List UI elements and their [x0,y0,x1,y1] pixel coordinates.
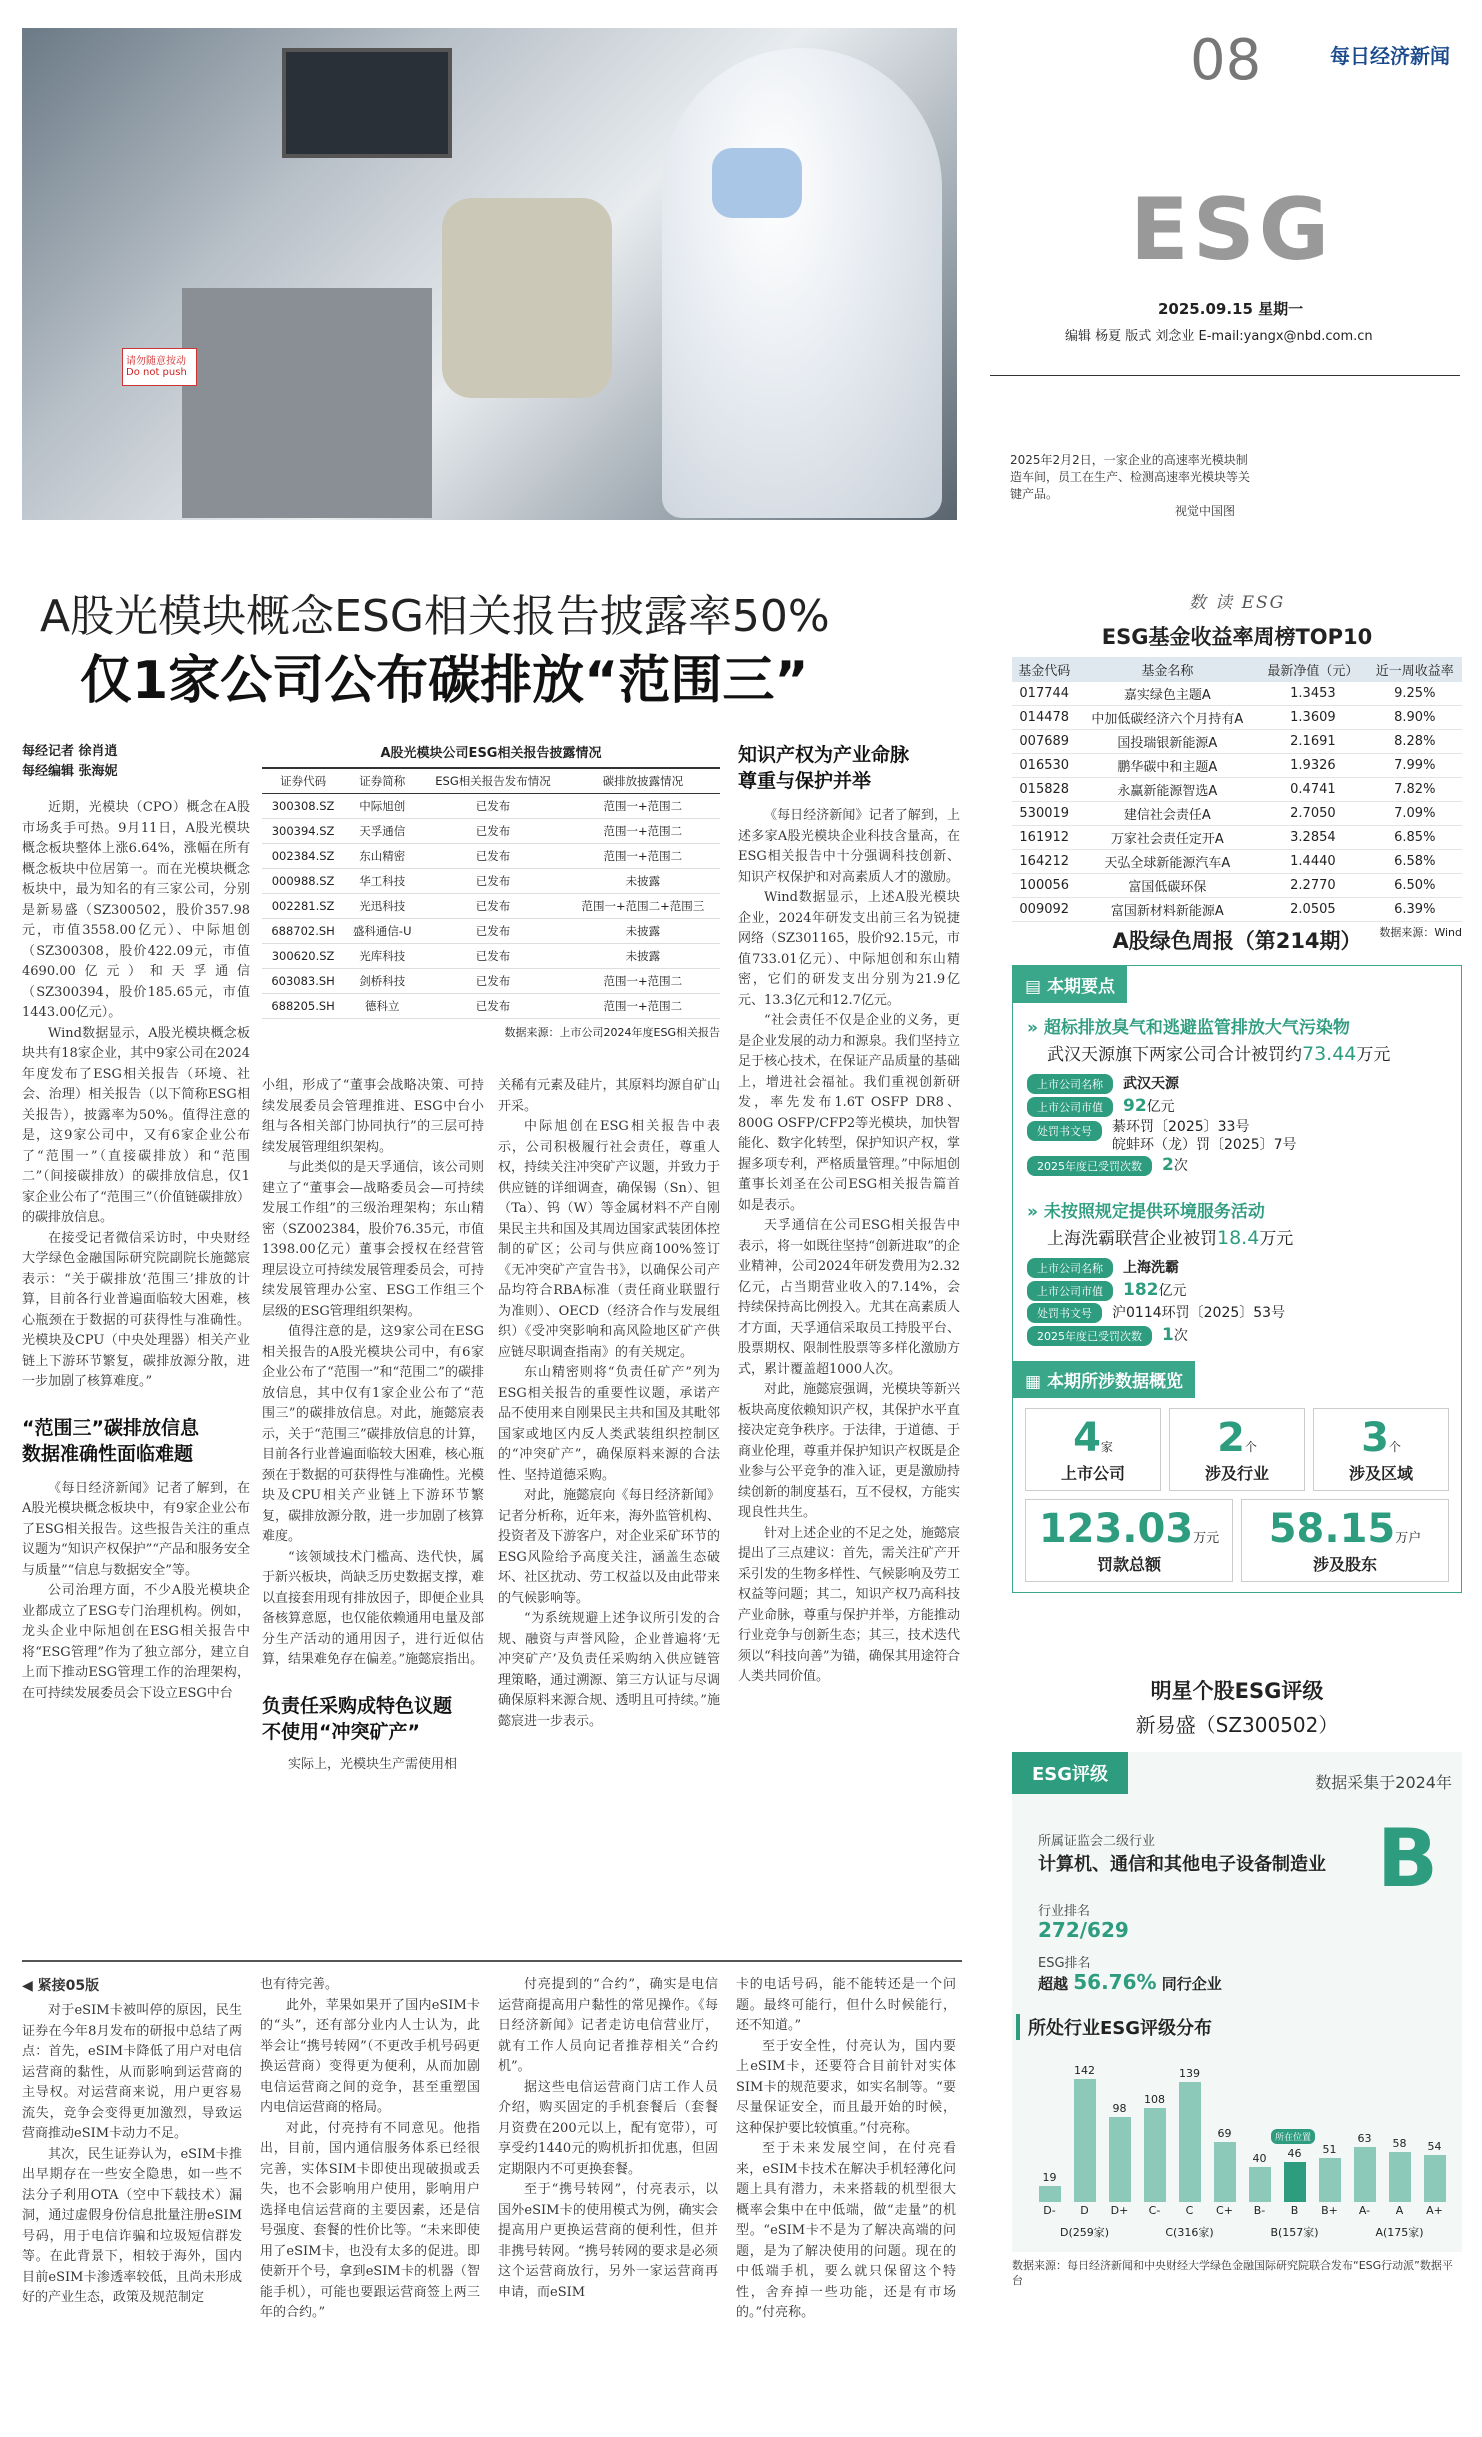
table-cell: 已发布 [420,944,565,969]
paragraph: Wind数据显示，A股光模块概念板块共有18家企业，其中9家公司在2024年度发布了ESG相关报告（环境、社会、治理）相关报告（以下简称ESG相关报告），披露率为50%。值得注意的是，这9家公司中，又有6家企业公布了“范围一”（直接碳排放）和“范围二”（间接碳排放）的碳排放信息，仅1家企业公布了“范围三”（价值链碳排放）的碳排放信息。 [22,1025,250,1225]
category-tick-label: C+ [1216,2204,1233,2217]
dist-title: 所处行业ESG评级分布 [1016,2014,1212,2040]
paragraph: 关稀有元素及硅片，其原料均源自矿山开采。 [498,1078,720,1114]
category-tick-label: A- [1358,2204,1371,2217]
category-tick-label: C [1185,2204,1194,2217]
fund-cell: 永赢新能源智选A [1076,778,1258,802]
fund-row [1012,778,1462,802]
table-cell: 000988.SZ [262,869,344,894]
fund-header: 基金名称 [1076,657,1258,682]
bar-value-label: 139 [1179,2066,1200,2080]
overview-tag: ▦ 本期所涉数据概览 [1013,1361,1195,1398]
paragraph: 《每日经济新闻》记者了解到，在A股光模块概念板块中，有9家企业公布了ESG相关报告。这些报告关注的重点议题为“知识产权保护”“产品和服务安全与质量”“信息与数据安全”等。 [22,1480,250,1578]
subheading: “范围三”碳排放信息 数据准确性面临难题 [22,1416,199,1465]
category-tick-label: D [1080,2204,1089,2217]
table-source: 数据来源：上市公司2024年度ESG相关报告 [504,1026,720,1039]
bar-D [1074,2079,1096,2202]
fund-cell: 0.4741 [1258,778,1367,802]
stats-grid [1013,1398,1461,1491]
table-cell: 范围一+范围二 [566,844,720,869]
table-row [262,794,720,819]
paragraph: 值得注意的是，这9家公司在ESG相关报告的A股光模块公司中，有6家企业公布了“范围一”和“范围二”的碳排放信息，其中仅有1家企业公布了“范围三”的碳排放信息。对此，施懿宸表示，关于“范围三”碳排放信息的计算，目前各行业普遍面临较大困难，核心瓶颈在于数据的可获得性与准确性。光模块及CPU相关产业链上下游环节繁复，碳排放源分散，进一步加剧了核算难度。 [262,1324,484,1544]
paragraph: 其次，民生证券认为，eSIM卡推出早期存在一些安全隐患，如一些不法分子利用OTA（空中下载技术）漏洞，通过虚假身份信息批量注册eSIM号码，用于电信诈骗和垃圾短信群发等。在此背景下，相较于海外，国内目前eSIM卡渗透率较低，且尚未形成好的产业生态，政策及规范制定 [22,2146,242,2305]
fund-cell: 7.82% [1368,778,1462,802]
caption-text: 2025年2月2日，一家企业的高速率光模块制造车间，员工在生产、检测高速率光模块等关键产品。 [1010,453,1251,501]
bar-value-label: 58 [1392,2136,1407,2150]
table-cell: 盛科通信-U [344,919,420,944]
headline-line1: A股光模块概念ESG相关报告披露率50% [40,591,830,642]
category-tick-label: B [1290,2204,1299,2217]
fund-row [1012,898,1462,922]
star-stock [1012,1675,1462,2288]
column-2 [262,1076,484,1775]
fund-cell: 富国低碳环保 [1076,874,1258,898]
editors-line: 编辑 杨夏 版式 刘念业 E-mail:yangx@nbd.com.cn [1065,329,1373,344]
table-cell: 已发布 [420,844,565,869]
monitor-shape [282,48,452,158]
group-label: C(316家) [1165,2226,1214,2239]
bar-value-label: 54 [1427,2140,1442,2154]
table-header: 证券代码 [262,768,344,794]
table-cell: 已发布 [420,794,565,819]
fund-row [1012,682,1462,706]
category-tick-label: A [1395,2204,1404,2217]
paragraph: “社会责任不仅是企业的义务，更是企业发展的动力和源泉。我们坚持立足于核心技术，在保证产品质量的基础上，增进社会福祉。我们重视创新研发，率先发布1.6T OSFP DR8、800G OSFP/CFP2等光模块，加快智能化、数字化转型，保护知识产权，掌握多项专利，严格质量管理。”中际旭创董事长刘圣在公司ESG相关报告篇首如是表示。 [738,1013,960,1213]
bar-value-label: 69 [1217,2127,1232,2141]
paragraph: 《每日经济新闻》记者了解到，上述多家A股光模块企业科技含量高，在ESG相关报告中十分强调科技创新、知识产权保护和对高素质人才的激励。 [738,808,960,885]
table-cell: 华工科技 [344,869,420,894]
fund-row [1012,826,1462,850]
page-number: 08 [1190,28,1262,93]
paragraph: 对此，付亮持有不同意见。他指出，目前，国内通信服务体系已经很完善，实体SIM卡即使出现破损或丢失，也不会影响用户使用，影响用户选择电信运营商的主要因素，还是信号强度、套餐的性价比等。“未来即使用了eSIM卡，也没有太多的促进。即使新开个号，拿到eSIM卡的机器（智能手机），可能也要跟运营商签上两三年的合约。” [260,2120,480,2320]
penalty-sub: 武汉天源旗下两家公司合计被罚约73.44万元 [1047,1043,1391,1065]
fund-cell: 2.0505 [1258,898,1367,922]
bar-value-label: 98 [1112,2102,1127,2116]
table-cell: 光库科技 [344,944,420,969]
fund-cell: 1.4440 [1258,850,1367,874]
table-header: ESG相关报告发布情况 [420,768,565,794]
penalty-item: » 超标排放臭气和逃避监管排放大气污染物 武汉天源旗下两家公司合计被罚约73.44万元 上市公司名称 武汉天源 上市公司市值 92亿元 处罚书文号 綦环罚〔2025〕33号 皖蚌环（龙）罚〔2025〕7号 2025年度已受罚次数 2次 [1013,1003,1461,1187]
jump-label[interactable]: ◀ 紧接05版 [22,1978,100,1994]
fund-cell: 1.3453 [1258,682,1367,706]
fund-row [1012,706,1462,730]
fund-cell: 8.90% [1368,706,1462,730]
bar-B [1284,2162,1306,2202]
column-3 [498,1076,720,1732]
bar-value-label: 63 [1357,2132,1372,2146]
table-title: A股光模块公司ESG相关报告披露情况 [380,746,602,761]
table-cell: 已发布 [420,919,565,944]
table-cell: 300394.SZ [262,819,344,844]
masthead-rule [990,375,1460,376]
bottom-article [22,1975,962,2324]
table-cell: 光迅科技 [344,894,420,919]
issue-date: 2025.09.15 星期一 [1158,300,1304,318]
paragraph: 与此类似的是天孚通信，该公司则建立了“董事会—战略委员会—可持续发展工作组”的三级治理架构；东山精密（SZ002384，股价76.35元，市值1398.00亿元）董事会授权在经营管理层设立可持续发展管理委员会，可持续发展管理办公室、ESG工作组三个层级的ESG管理组织架构。 [262,1160,484,1319]
group-label: D(259家) [1059,2226,1110,2239]
paragraph: 卡的电话号码，能不能转还是一个问题。最终可能行，但什么时候能行，还不知道。” [736,1977,956,2033]
table-header: 碳排放披露情况 [566,768,720,794]
current-position-tag: 所在位置 [1271,2129,1315,2144]
category-tick-label: D+ [1110,2204,1129,2217]
table-row [262,819,720,844]
category-tick-label: C- [1148,2204,1161,2217]
penalty-sub: 上海洗霸联营企业被罚18.4万元 [1047,1227,1294,1249]
column-4 [738,742,960,1688]
paragraph: 针对上述企业的不足之处，施懿宸提出了三点建议：首先，需关注矿产开采引发的生物多样性、气候影响及劳工权益等问题；其二，知识产权乃高科技产业命脉，尊重与保护并举，方能推动行业竞争与创新生态；其三，技术迭代须以“科技向善”为锚，确保其用途符合人类共同价值。 [738,1525,960,1684]
table-cell: 未披露 [566,944,720,969]
bar-D+ [1109,2117,1131,2202]
table-cell: 300620.SZ [262,944,344,969]
paragraph: Wind数据显示，上述A股光模块企业，2024年研发支出前三名为锐捷网络（SZ301165，股价92.15元，市值733.01亿元）、中际旭创和东山精密，它们的研发支出分别为21.9亿元、13.3亿元和12.7亿元。 [738,890,960,1008]
table-cell: 已发布 [420,969,565,994]
fund-cell: 1.9326 [1258,754,1367,778]
bar-B+ [1319,2158,1341,2202]
paragraph: “为系统规避上述争议所引发的合规、融资与声誉风险，企业普遍将‘无冲突矿产’及负责任采购纳入供应链管理策略，通过溯源、第三方认证与尽调确保原料来源合规、透明且可持续。”施懿宸进一步表示。 [498,1611,720,1729]
table-cell: 德科立 [344,994,420,1019]
equipment-shape [182,288,432,518]
fund-cell: 8.28% [1368,730,1462,754]
star-title: 明星个股ESG评级 [1150,1679,1324,1703]
table-cell: 603083.SH [262,969,344,994]
table-cell: 未披露 [566,919,720,944]
worker-figure [662,48,942,518]
paragraph: 付亮提到的“合约”，确实是电信运营商提高用户黏性的常见操作。《每日经济新闻》记者走访电信营业厅，就有工作人员向记者推荐相关“合约机”。 [498,1977,718,2074]
table-header: 证券简称 [344,768,420,794]
paragraph: 此外，苹果如果开了国内eSIM卡的“头”，还有部分业内人士认为，此举会让“携号转网”（不更改手机号码更换运营商）变得更为便利，从而加剧电信运营商之间的竞争，甚至重塑国内电信运营商的格局。 [260,1997,480,2115]
fund-cell: 017744 [1012,682,1076,706]
table-cell: 已发布 [420,869,565,894]
fund-cell: 中加低碳经济六个月持有A [1076,706,1258,730]
paragraph: 也有待完善。 [260,1977,339,1992]
stat-card: 3个 涉及区域 [1313,1408,1449,1491]
table-cell: 002384.SZ [262,844,344,869]
bar-D- [1039,2186,1061,2202]
headline-line2: 仅1家公司公布碳排放“范围三” [80,651,809,711]
penalty-headline: » 超标排放臭气和逃避监管排放大气污染物 [1027,1018,1350,1038]
byline [22,742,250,782]
fund-cell: 3.2854 [1258,826,1367,850]
bar-value-label: 108 [1144,2093,1165,2107]
industry-label: 所属证监会二级行业 [1038,1834,1156,1849]
paragraph: 小组，形成了“董事会战略决策、可持续发展委员会管理推进、ESG中台小组与各相关部门协同执行”的三层可持续发展管理组织架构。 [262,1078,484,1155]
fund-cell: 7.09% [1368,802,1462,826]
fund-cell: 2.2770 [1258,874,1367,898]
star-company: 新易盛（SZ300502） [1135,1713,1339,1737]
fund-cell: 014478 [1012,706,1076,730]
fund-header: 最新净值（元） [1258,657,1367,682]
fund-cell: 1.3609 [1258,706,1367,730]
stat-card: 123.03万元 罚款总额 [1025,1499,1233,1582]
esg-rank: 超越 56.76% 同行企业 [1038,1970,1222,1994]
fund-source: 数据来源：Wind [1379,926,1462,939]
fund-cell: 万家社会责任定开A [1076,826,1258,850]
fund-title: ESG基金收益率周榜TOP10 [1101,625,1373,649]
bar-value-label: 46 [1287,2147,1302,2161]
fund-row [1012,850,1462,874]
table-cell: 688205.SH [262,994,344,1019]
fund-cell: 国投瑞银新能源A [1076,730,1258,754]
news-photo [22,28,957,520]
green-weekly [1012,925,1462,1593]
fund-cell: 9.25% [1368,682,1462,706]
fund-cell: 2.7050 [1258,802,1367,826]
penalty-headline: » 未按照规定提供环境服务活动 [1027,1202,1265,1222]
bar-B- [1249,2167,1271,2202]
photo-caption [1010,452,1255,520]
penalty-item: » 未按照规定提供环境服务活动 上海洗霸联营企业被罚18.4万元 上市公司名称 上海洗霸 上市公司市值 182亿元 处罚书文号 沪0114环罚〔2025〕53号 2025年度已受罚次数 1次 [1013,1187,1461,1357]
bar-A+ [1424,2155,1446,2202]
table-cell: 范围一+范围二 [566,794,720,819]
fund-row [1012,754,1462,778]
fund-cell: 164212 [1012,850,1076,874]
digest-label: 数 读 ESG [1188,593,1286,613]
bar-C [1179,2082,1201,2202]
list-icon: ▤ [1025,977,1047,997]
paragraph: 东山精密则将“负责任矿产”列为ESG相关报告的重要性议题，承诺产品不使用来自刚果民主共和国及其毗邻国家或地区内反人类武装组织控制区的“冲突矿产”，确保原料来源的合法性、坚持道德采购。 [498,1365,720,1483]
fund-cell: 天弘全球新能源汽车A [1076,850,1258,874]
paper-name: 每日经济新闻 [1330,44,1450,68]
table-row [262,944,720,969]
fund-row [1012,874,1462,898]
table-cell: 范围一+范围二 [566,994,720,1019]
bar-C+ [1214,2142,1236,2202]
fund-cell: 009092 [1012,898,1076,922]
paragraph: 至于未来发展空间，在付亮看来，eSIM卡技术在解决手机轻薄化问题上具有潜力，未来搭载的机型很大概率会集中在中低端，做“走量”的机型。“eSIM卡不是为了解决高端的问题，是为了解决使用的问题。现在的中低端手机，要么就只保留这个特性，舍弃掉一些功能，还是有市场的。”付亮称。 [736,2141,956,2320]
table-cell: 范围一+范围二 [566,969,720,994]
category-tick-label: B+ [1321,2204,1338,2217]
warning-sign: 请勿随意按动 Do not push [122,348,197,386]
table-row [262,894,720,919]
paragraph: 在接受记者微信采访时，中央财经大学绿色金融国际研究院副院长施懿宸表示：“关于碳排放‘范围三’排放的计算，目前各行业普遍面临较大困难，核心瓶颈在于数据的可获得性与准确性。光模块及CPU（中央处理器）相关产业链上下游环节繁复，碳排放源分散，进一步加剧了核算难度。” [22,1230,250,1389]
stat-card: 2个 涉及行业 [1169,1408,1305,1491]
fund-cell: 富国新材料新能源A [1076,898,1258,922]
fund-cell: 6.39% [1368,898,1462,922]
worker-mask [712,148,802,218]
bar-value-label: 51 [1322,2142,1337,2156]
stats-grid-2 [1013,1491,1461,1582]
fund-cell: 建信社会责任A [1076,802,1258,826]
star-source: 数据来源：每日经济新闻和中央财经大学绿色金融国际研究院联合发布“ESG行动派”数据平台 [1012,2259,1453,2287]
fund-header: 近一周收益率 [1368,657,1462,682]
fund-cell: 100056 [1012,874,1076,898]
table-cell: 剑桥科技 [344,969,420,994]
table-row [262,869,720,894]
reporter: 每经记者 徐肖逍 [22,744,118,759]
bar-value-label: 142 [1074,2063,1095,2077]
subheading: 知识产权为产业命脉 尊重与保护并举 [738,744,910,792]
table-cell: 范围一+范围二+范围三 [566,894,720,919]
esg-rating-tag: ESG评级 [1012,1752,1128,1794]
paragraph: 对此，施懿宸强调，光模块等新兴板块高度依赖知识产权，其保护水平直接决定竞争秩序。于法律，于道德、于商业伦理，尊重并保护知识产权既是企业参与公平竞争的准入证，更是激励持续创新的制度基石，互不侵权，方能实现良性共生。 [738,1382,960,1520]
category-tick-label: A+ [1426,2204,1443,2217]
bar-C- [1144,2108,1166,2202]
weekly-title: A股绿色周报（第214期） [1112,929,1362,953]
bar-value-label: 40 [1252,2152,1267,2166]
rank-label: 行业排名 [1038,1904,1091,1919]
paragraph: 对此，施懿宸向《每日经济新闻》记者分析称，近年来，海外监管机构、投资者及下游客户，对企业采矿环节的ESG风险给予高度关注，涵盖生态破坏、社区扰动、劳工权益以及由此带来的气候影响等。 [498,1488,720,1606]
key-points-tag: ▤ 本期要点 [1013,966,1127,1003]
grid-icon: ▦ [1025,1372,1047,1392]
fund-cell: 6.85% [1368,826,1462,850]
industry-name: 计算机、通信和其他电子设备制造业 [1038,1854,1326,1875]
group-label: B(157家) [1270,2226,1319,2239]
fund-cell: 鹏华碳中和主题A [1076,754,1258,778]
table-row [262,919,720,944]
group-label: A(175家) [1375,2226,1424,2239]
table-cell: 002281.SZ [262,894,344,919]
category-tick-label: D- [1043,2204,1056,2217]
fund-cell: 530019 [1012,802,1076,826]
fund-row [1012,730,1462,754]
section-title: ESG [1130,180,1334,280]
fund-ranking [1012,588,1462,940]
fund-cell: 015828 [1012,778,1076,802]
fund-cell: 7.99% [1368,754,1462,778]
paragraph: 中际旭创在ESG相关报告中表示，公司积极履行社会责任，尊重人权，持续关注冲突矿产议题，并致力于供应链的详细调查，确保锡（Sn）、钽（Ta）、钨（W）等金属材料不产自刚果民主共和国及其周边国家武装团体控制的矿区；公司与供应商100%签订《无冲突矿产宣告书》，以确保公司产品均符合RBA标准（责任商业联盟行为准则）、OECD（经济合作与发展组织）《受冲突影响和高风险地区矿产供应链尽职调查指南》的有关规定。 [498,1119,720,1360]
collected-note: 数据采集于2024年 [1315,1773,1452,1792]
industry-rank: 272/629 [1038,1918,1129,1942]
disclosure-table [262,742,720,1040]
table-cell: 300308.SZ [262,794,344,819]
table-row [262,844,720,869]
stat-card: 58.15万户 涉及股东 [1241,1499,1449,1582]
paragraph: 天孚通信在公司ESG相关报告中表示，将一如既往坚持“创新进取”的企业精神，公司2024年研发费用为2.32亿元，占当期营业收入的7.14%，会持续保持高比例投入。尤其在高素质人才方面，天孚通信采取员工持股平台、股票期权、限制性股票等多样化激励方式，累计覆盖超1000人次。 [738,1218,960,1377]
table-cell: 中际旭创 [344,794,420,819]
paragraph: 至于“携号转网”，付亮表示，以国外eSIM卡的使用模式为例，确实会提高用户更换运营商的便利性，但并非携号转网。“携号转网的要求是必须这个运营商放行，另外一家运营商再申请，而eSIM [498,2182,718,2300]
fund-cell: 6.58% [1368,850,1462,874]
fund-cell: 6.50% [1368,874,1462,898]
fund-cell: 2.1691 [1258,730,1367,754]
bar-value-label: 19 [1042,2170,1057,2184]
column-1 [22,742,250,1704]
bar-A- [1354,2147,1376,2202]
section-divider [22,1960,962,1962]
photo-credit: 视觉中国图 [1174,504,1235,518]
fund-cell: 嘉实绿色主题A [1076,682,1258,706]
fund-cell: 016530 [1012,754,1076,778]
table-cell: 范围一+范围二 [566,819,720,844]
subheading: 负责任采购成特色议题 不使用“冲突矿产” [262,1694,453,1743]
paragraph: 据这些电信运营商门店工作人员介绍，购买固定的手机套餐后（套餐月资费在200元以上，配有宽带），可享受约1440元的购机折扣优惠，但固定期限内不可更换套餐。 [498,2079,718,2177]
paragraph: 对于eSIM卡被叫停的原因，民生证券在今年8月发布的研报中总结了两点：首先，eSIM卡降低了用户对电信运营商的黏性，从而影响到运营商的主导权。对运营商来说，用户更容易流失，竞争会变得更加激烈，导致运营商推动eSIM卡动力不足。 [22,2003,242,2141]
paragraph: 实际上，光模块生产需使用相 [288,1756,458,1772]
esg-rank-label: ESG排名 [1038,1956,1091,1971]
fund-header: 基金代码 [1012,657,1076,682]
table-cell: 未披露 [566,869,720,894]
paragraph: “该领域技术门槛高、迭代快，属于新兴板块，尚缺乏历史数据支撑，难以直接套用现有排放因子，即便企业具备核算意愿，也仅能依赖通用电量及部分生产活动的通用因子，进行近似估算，结果难免存在偏差。”施懿宸指出。 [262,1549,484,1667]
microscope-shape [442,198,612,398]
stat-card: 4家 上市公司 [1025,1408,1161,1491]
table-cell: 688702.SH [262,919,344,944]
table-cell: 已发布 [420,894,565,919]
bar-A [1389,2152,1411,2202]
paragraph: 至于安全性，付亮认为，国内要上eSIM卡，还要符合目前针对实体SIM卡的规范要求，如实名制等。“要尽量保证安全，而且最开始的时候，这种保护要比较慎重。”付亮称。 [736,2038,956,2136]
fund-cell: 161912 [1012,826,1076,850]
fund-cell: 007689 [1012,730,1076,754]
fund-row [1012,802,1462,826]
category-tick-label: B- [1253,2204,1266,2217]
table-row [262,969,720,994]
esg-grade: B [1377,1812,1438,1905]
table-cell: 东山精密 [344,844,420,869]
table-cell: 已发布 [420,994,565,1019]
table-cell: 天孚通信 [344,819,420,844]
esg-distribution-chart [1032,2052,1452,2242]
paragraph: 公司治理方面，不少A股光模块企业都成立了ESG专门治理机构。例如，龙头企业中际旭创在ESG相关报告中将“ESG管理”作为了独立部分，建立自上而下推动ESG管理工作的治理架构，在可持续发展委员会下设立ESG中台 [22,1583,250,1701]
table-cell: 已发布 [420,819,565,844]
editor: 每经编辑 张海妮 [22,764,118,779]
paragraph: 近期，光模块（CPO）概念在A股市场炙手可热。9月11日，A股光模块概念板块整体上涨6.64%，涨幅在所有概念板块中位居第一。而在光模块概念板块中，最为知名的有三家公司，分别是新易盛（SZ300502，股价357.98元，市值3558.00亿元）、中际旭创（SZ300308，股价422.09元，市值4690.00亿元）和天孚通信（SZ300394，股价185.65元，市值1443.00亿元）。 [22,800,250,1020]
table-row [262,994,720,1019]
